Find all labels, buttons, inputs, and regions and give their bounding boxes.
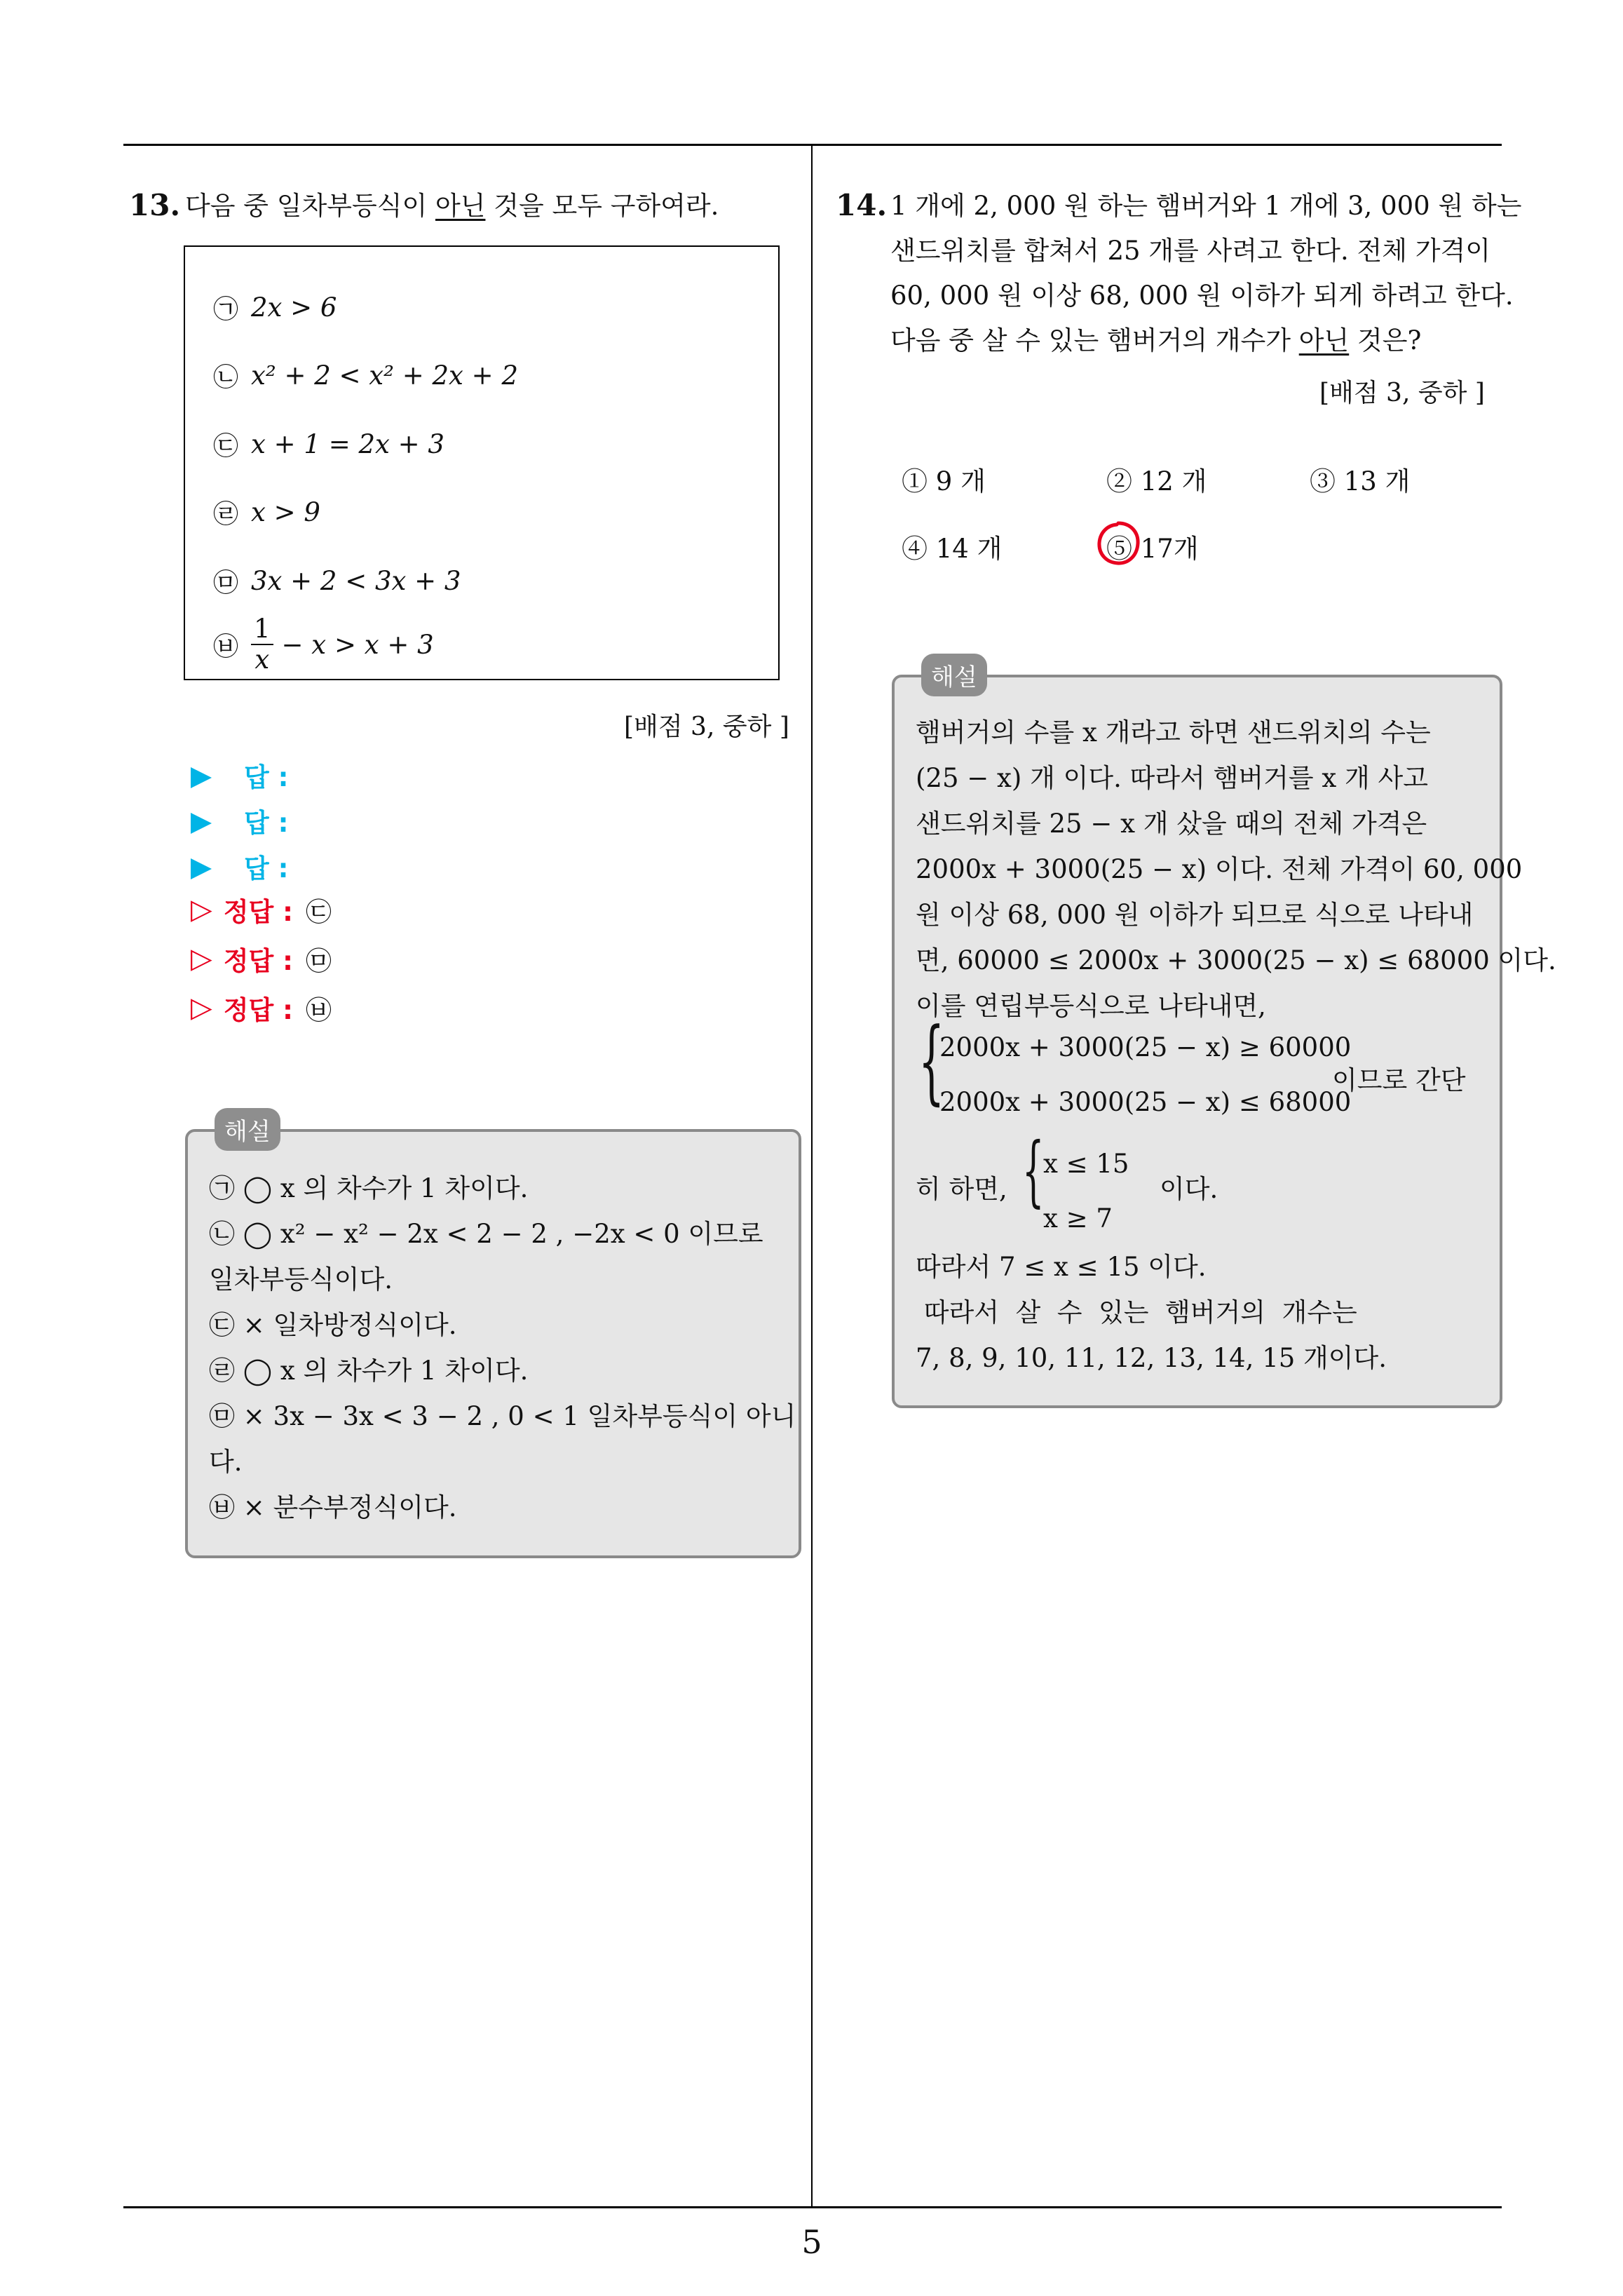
option-label: 9 개 [935, 466, 986, 497]
choice-expr: 2x > 6 [251, 292, 337, 323]
system2-after: 이다. [1160, 1174, 1218, 1204]
q13-choice-3 [213, 426, 444, 462]
q14-last-post: 것은? [1349, 325, 1422, 356]
q14-number: 14. [836, 188, 888, 222]
option-label: 12 개 [1140, 466, 1207, 497]
column-divider [811, 145, 813, 2207]
choice-expr: x² + 2 < x² + 2x + 2 [251, 360, 518, 391]
answer-line-1 [191, 756, 288, 794]
correct-line-3 [191, 989, 332, 1027]
q14-sol-line-6: 면, 60000 ≤ 2000x + 3000(25 − x) ≤ 68000 이다. [916, 945, 1556, 975]
system-brace-1: { [918, 1008, 945, 1114]
correct-line-1 [191, 891, 332, 928]
correct-value: ㉢ [305, 897, 332, 927]
answer-line-3 [191, 847, 288, 885]
system2-before: 히 하면, [916, 1174, 1007, 1204]
choice-expr: − x > x + 3 [281, 629, 434, 660]
correct-label: 정답 : [223, 897, 293, 927]
q13-choice-6 [213, 614, 434, 675]
play-arrow-icon [191, 767, 212, 788]
system2-ineq-1: x ≤ 15 [1043, 1149, 1129, 1179]
q13-text-pre: 다음 중 일차부등식이 [185, 191, 435, 221]
q14-option-2 [1106, 460, 1207, 498]
q13-text-underlined: 아닌 [435, 191, 486, 221]
top-rule [123, 144, 1502, 146]
system2-ineq-2: x ≥ 7 [1043, 1203, 1113, 1234]
q14-sol-line-10: 7, 8, 9, 10, 11, 12, 13, 14, 15 개이다. [916, 1343, 1387, 1373]
fraction [251, 614, 273, 675]
answer-label: 답 : [244, 762, 289, 792]
q14-last-pre: 다음 중 살 수 있는 햄버거의 개수가 [890, 325, 1299, 356]
play-arrow-icon [191, 858, 212, 879]
option-label: 13 개 [1343, 466, 1411, 497]
choice-expr: 3x + 2 < 3x + 3 [251, 566, 461, 596]
q14-solution-tag: 해설 [921, 654, 987, 696]
q13-sol-line-2: ㉡ ◯ x² − x² − 2x < 2 − 2 , −2x < 0 이므로 [209, 1219, 763, 1249]
choice-mark: ㉢ [213, 432, 239, 461]
fraction-denominator: x [254, 644, 270, 675]
q14-sol-line-7: 이를 연립부등식으로 나타내면, [916, 991, 1266, 1021]
q13-solution-tag: 해설 [215, 1108, 280, 1151]
option-mark: ② [1106, 466, 1132, 497]
q13-choice-1 [213, 290, 337, 325]
choice-expr: x + 1 = 2x + 3 [251, 429, 444, 459]
answer-label: 답 : [244, 853, 289, 884]
option-label: 14 개 [935, 534, 1003, 564]
option-mark: ③ [1310, 466, 1336, 497]
choice-mark: ㉠ [213, 295, 239, 324]
q13-choice-5 [213, 563, 461, 599]
q13-text [185, 184, 719, 229]
outline-triangle-icon: ▷ [191, 943, 212, 975]
q13-number: 13. [129, 188, 181, 222]
q13-choice-4 [213, 494, 320, 530]
q14-line-2: 샌드위치를 합쳐서 25 개를 사려고 한다. 전체 가격이 [890, 236, 1491, 266]
q14-option-1 [902, 460, 986, 498]
q14-line-1: 1 개에 2, 000 원 하는 햄버거와 1 개에 3, 000 원 하는 [890, 191, 1522, 221]
q13-sol-line-8: ㉥ × 분수부정식이다. [209, 1492, 457, 1522]
option-label: 17개 [1140, 534, 1199, 564]
q14-sol-line-1: 햄버거의 수를 x 개라고 하면 샌드위치의 수는 [916, 717, 1431, 748]
q13-score: [배점 3, 중하 ] [624, 713, 789, 741]
outline-triangle-icon: ▷ [191, 992, 212, 1024]
system1-ineq-2: 2000x + 3000(25 − x) ≤ 68000 [939, 1087, 1352, 1117]
q13-sol-line-3: 일차부등식이다. [209, 1264, 393, 1295]
q14-line-3: 60, 000 원 이상 68, 000 원 이하가 되게 하려고 한다. [890, 281, 1514, 311]
system1-ineq-1: 2000x + 3000(25 − x) ≥ 60000 [939, 1032, 1352, 1062]
option-mark: ⑤ [1106, 534, 1132, 564]
q14-sol-line-9: 따라서 살 수 있는 햄버거의 개수는 [916, 1297, 1357, 1328]
red-circle-answer-mark-icon [1094, 519, 1143, 568]
option-mark: ④ [902, 534, 928, 564]
q14-sol-line-8: 따라서 7 ≤ x ≤ 15 이다. [916, 1252, 1207, 1282]
fraction-numerator: 1 [251, 614, 273, 645]
correct-label: 정답 : [223, 995, 293, 1025]
q14-last-underlined: 아닌 [1298, 325, 1350, 356]
system1-after: 이므로 간단 [1332, 1065, 1466, 1095]
choice-mark: ㉤ [213, 569, 239, 597]
q14-line-4 [890, 318, 1421, 363]
q14-sol-line-2: (25 − x) 개 이다. 따라서 햄버거를 x 개 사고 [916, 763, 1428, 793]
q14-sol-line-5: 원 이상 68, 000 원 이하가 되므로 식으로 나타내 [916, 900, 1474, 930]
q14-sol-line-3: 샌드위치를 25 − x 개 샀을 때의 전체 가격은 [916, 809, 1427, 839]
option-mark: ① [902, 466, 928, 497]
choice-mark: ㉡ [213, 363, 239, 392]
q14-sol-line-4: 2000x + 3000(25 − x) 이다. 전체 가격이 60, 000 [916, 854, 1523, 884]
correct-label: 정답 : [223, 946, 293, 976]
q13-sol-line-5: ㉣ ◯ x 의 차수가 1 차이다. [209, 1356, 529, 1386]
choice-mark: ㉥ [213, 632, 239, 661]
answer-line-2 [191, 802, 288, 839]
q13-sol-line-7: 다. [209, 1447, 243, 1477]
correct-line-2 [191, 940, 332, 978]
q13-text-post: 것을 모두 구하여라. [485, 191, 719, 221]
q14-score: [배점 3, 중하 ] [1319, 379, 1485, 407]
choice-mark: ㉣ [213, 500, 239, 529]
answer-label: 답 : [244, 808, 289, 838]
q13-sol-line-4: ㉢ × 일차방정식이다. [209, 1310, 457, 1340]
q14-option-4 [902, 527, 1002, 565]
bottom-rule [123, 2206, 1502, 2208]
page-number: 5 [801, 2223, 822, 2261]
system-brace-2: { [1022, 1126, 1045, 1215]
choice-expr: x > 9 [251, 497, 320, 527]
q14-option-3 [1310, 460, 1410, 498]
q13-sol-line-1: ㉠ ◯ x 의 차수가 1 차이다. [209, 1173, 529, 1203]
q13-sol-line-6: ㉤ × 3x − 3x < 3 − 2 , 0 < 1 일차부등식이 아니 [209, 1401, 796, 1431]
correct-value: ㉥ [305, 995, 332, 1025]
q13-choice-2 [213, 358, 518, 393]
correct-value: ㉤ [305, 946, 332, 976]
play-arrow-icon [191, 813, 212, 834]
outline-triangle-icon: ▷ [191, 893, 212, 926]
